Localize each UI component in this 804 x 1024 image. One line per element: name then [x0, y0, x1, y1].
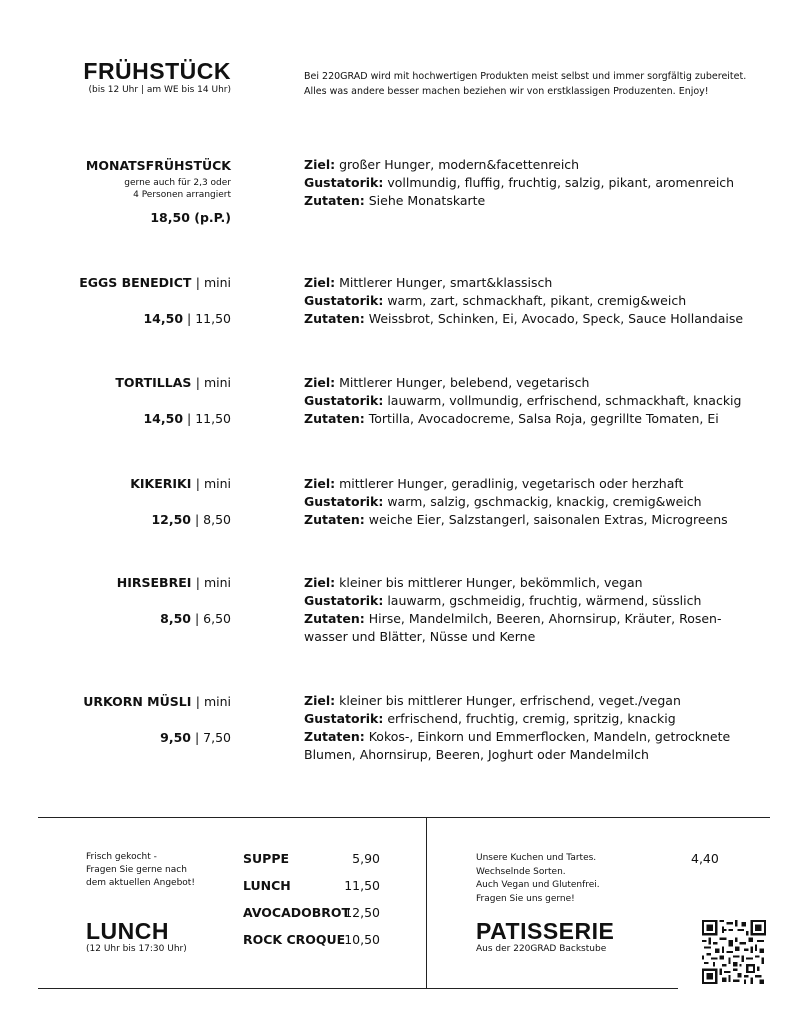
menu-item-kikeriki	[40, 475, 231, 529]
page-title: FRÜHSTÜCK	[83, 58, 231, 84]
lunch-item-price: 11,50	[344, 878, 380, 893]
item-name: EGGS BENEDICT	[79, 275, 192, 290]
item-price: 14,50	[143, 311, 184, 326]
item-name: MONATSFRÜHSTÜCK	[85, 158, 231, 173]
lunch-item-price: 10,50	[344, 932, 380, 947]
zutaten-label: Zutaten:	[304, 611, 365, 626]
item-price-mini: | 11,50	[187, 411, 231, 426]
intro-text	[304, 69, 784, 99]
ziel-text: mittlerer Hunger, geradlinig, vegetarisch oder herzhaft	[339, 476, 684, 491]
patisserie-price: 4,40	[691, 851, 719, 866]
item-price: 9,50	[160, 730, 191, 745]
menu-item-urkorn-muesli	[40, 693, 231, 747]
gustatorik-text: vollmundig, fluffig, fruchtig, salzig, pikant, aromenreich	[387, 175, 735, 190]
lunch-item-price: 12,50	[344, 905, 380, 920]
ziel-label: Ziel:	[304, 693, 336, 708]
zutaten-text: Kokos-, Einkorn und Emmerflocken, Mandeln, getrocknete	[368, 729, 731, 744]
item-price-mini: | 6,50	[194, 611, 231, 626]
item-note: 4 Personen arrangiert	[133, 190, 231, 200]
gustatorik-label: Gustatorik:	[304, 494, 384, 509]
item-price-mini: | 11,50	[187, 311, 231, 326]
patisserie-note-line: Fragen Sie uns gerne!	[476, 893, 575, 904]
item-note: gerne auch für 2,3 oder	[124, 178, 231, 188]
lunch-row	[243, 850, 380, 868]
qr-code-icon[interactable]	[702, 920, 766, 984]
item-description	[304, 156, 774, 210]
ziel-text: Mittlerer Hunger, smart&klassisch	[339, 275, 553, 290]
item-price-mini: | 8,50	[194, 512, 231, 527]
item-price: 14,50	[143, 411, 184, 426]
gustatorik-text: erfrischend, fruchtig, cremig, spritzig, knackig	[387, 711, 676, 726]
patisserie-note	[476, 852, 600, 906]
item-name: HIRSEBREI	[116, 575, 192, 590]
mini-label: | mini	[195, 575, 231, 590]
item-name: TORTILLAS	[115, 375, 192, 390]
ziel-label: Ziel:	[304, 375, 336, 390]
mini-label: | mini	[195, 275, 231, 290]
ziel-text: großer Hunger, modern&facettenreich	[339, 157, 580, 172]
patisserie-subtitle: Aus der 220GRAD Backstube	[476, 944, 607, 954]
divider-top	[38, 817, 770, 818]
ziel-label: Ziel:	[304, 275, 336, 290]
menu-item-hirsebrei	[40, 574, 231, 628]
mini-label: | mini	[195, 375, 231, 390]
item-description	[304, 374, 774, 428]
ziel-label: Ziel:	[304, 157, 336, 172]
lunch-note-line: dem aktuellen Angebot!	[86, 878, 195, 888]
lunch-item-name: AVOCADOBROT	[243, 905, 351, 920]
zutaten-text: weiche Eier, Salzstangerl, saisonalen Extras, Microgreens	[368, 512, 728, 527]
ziel-text: kleiner bis mittlerer Hunger, bekömmlich, vegan	[339, 575, 643, 590]
zutaten-text: Weissbrot, Schinken, Ei, Avocado, Speck, Sauce Hollandaise	[368, 311, 744, 326]
zutaten-label: Zutaten:	[304, 193, 365, 208]
menu-item-monatsfruehstueck	[40, 157, 231, 227]
zutaten-text: Hirse, Mandelmilch, Beeren, Ahornsirup, Kräuter, Rosen-	[368, 611, 722, 626]
gustatorik-text: lauwarm, gschmeidig, fruchtig, wärmend, süsslich	[387, 593, 702, 608]
lunch-note-line: Frisch gekocht -	[86, 852, 157, 862]
breakfast-hours: (bis 12 Uhr | am WE bis 14 Uhr)	[88, 85, 231, 95]
zutaten-text-cont: wasser und Blätter, Nüsse und Kerne	[304, 629, 536, 644]
item-price: 12,50	[151, 512, 191, 527]
patisserie-note-line: Wechselnde Sorten.	[476, 866, 566, 877]
lunch-row	[243, 931, 380, 949]
gustatorik-label: Gustatorik:	[304, 293, 384, 308]
ziel-text: kleiner bis mittlerer Hunger, erfrischend, veget./vegan	[339, 693, 681, 708]
gustatorik-label: Gustatorik:	[304, 175, 384, 190]
item-description	[304, 692, 774, 764]
divider-bottom	[38, 988, 678, 989]
intro-line: Alles was andere besser machen beziehen wir von erstklassigen Produzenten. Enjoy!	[304, 86, 709, 97]
item-name: KIKERIKI	[130, 476, 192, 491]
patisserie-note-line: Auch Vegan und Glutenfrei.	[476, 880, 600, 890]
lunch-row	[243, 877, 380, 895]
lunch-row	[243, 904, 380, 922]
zutaten-label: Zutaten:	[304, 311, 365, 326]
gustatorik-label: Gustatorik:	[304, 711, 384, 726]
item-price: 8,50	[160, 611, 191, 626]
menu-item-tortillas	[40, 374, 231, 428]
menu-item-eggs-benedict	[40, 274, 231, 328]
mini-label: | mini	[195, 476, 231, 491]
gustatorik-text: warm, zart, schmackhaft, pikant, cremig&weich	[387, 293, 687, 308]
item-description	[304, 574, 774, 646]
lunch-note-line: Fragen Sie gerne nach	[86, 865, 187, 875]
patisserie-title: PATISSERIE	[476, 918, 615, 944]
gustatorik-text: lauwarm, vollmundig, erfrischend, schmackhaft, knackig	[387, 393, 742, 408]
lunch-item-price: 5,90	[352, 851, 380, 866]
ziel-text: Mittlerer Hunger, belebend, vegetarisch	[339, 375, 590, 390]
item-description	[304, 274, 774, 328]
gustatorik-text: warm, salzig, gschmackig, knackig, cremig&weich	[387, 494, 702, 509]
lunch-hours: (12 Uhr bis 17:30 Uhr)	[86, 944, 187, 954]
gustatorik-label: Gustatorik:	[304, 393, 384, 408]
lunch-item-name: ROCK CROQUE	[243, 932, 346, 947]
gustatorik-label: Gustatorik:	[304, 593, 384, 608]
zutaten-label: Zutaten:	[304, 512, 365, 527]
lunch-item-name: SUPPE	[243, 851, 290, 866]
divider-vertical	[426, 817, 427, 989]
zutaten-text: Siehe Monatskarte	[368, 193, 486, 208]
item-description	[304, 475, 774, 529]
lunch-title: LUNCH	[86, 918, 169, 944]
zutaten-label: Zutaten:	[304, 729, 365, 744]
lunch-item-name: LUNCH	[243, 878, 291, 893]
ziel-label: Ziel:	[304, 476, 336, 491]
mini-label: | mini	[195, 694, 231, 709]
zutaten-text: Tortilla, Avocadocreme, Salsa Roja, gegrillte Tomaten, Ei	[368, 411, 719, 426]
zutaten-label: Zutaten:	[304, 411, 365, 426]
patisserie-note-line: Unsere Kuchen und Tartes.	[476, 853, 597, 863]
item-price: 18,50 (p.P.)	[150, 210, 231, 225]
intro-line: Bei 220GRAD wird mit hochwertigen Produkten meist selbst und immer sorgfältig zubereitet.	[304, 71, 747, 82]
zutaten-text-cont: Blumen, Ahornsirup, Beeren, Joghurt oder Mandelmilch	[304, 747, 649, 762]
lunch-note	[86, 851, 195, 890]
ziel-label: Ziel:	[304, 575, 336, 590]
item-name: URKORN MÜSLI	[83, 694, 192, 709]
item-price-mini: | 7,50	[194, 730, 231, 745]
